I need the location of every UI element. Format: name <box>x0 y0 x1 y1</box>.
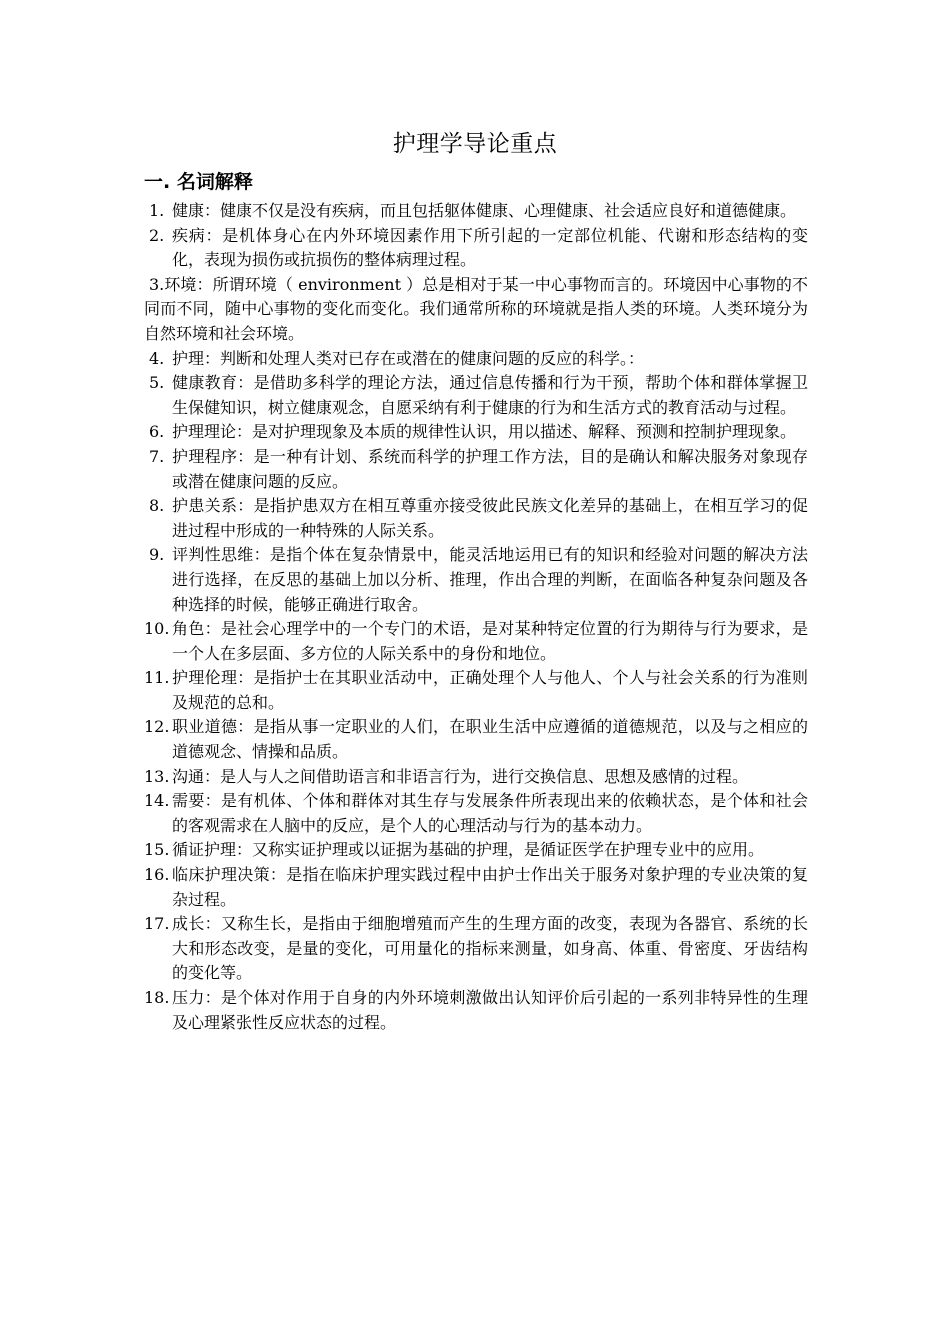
item-number: 9. <box>149 545 165 565</box>
definition-item <box>144 789 808 838</box>
section-heading: 一. 名词解释 <box>144 171 253 193</box>
item-number: 2. <box>149 225 165 245</box>
definition-item <box>144 273 808 347</box>
item-text: 评判性思维：是指个体在复杂情景中，能灵活地运用已有的知识和经验对问题的解决方法进行选择，在反思的基础上加以分析、推理，作出合理的判断，在面临各种复杂问题及各种选择的时候，能够正确进行取舍。 <box>172 545 808 614</box>
definition-list <box>144 199 808 1035</box>
item-number: 6. <box>149 422 165 442</box>
definition-item <box>144 912 808 986</box>
item-number: 17. <box>144 914 170 934</box>
item-text: 临床护理决策：是指在临床护理实践过程中由护士作出关于服务对象护理的专业决策的复杂过程。 <box>172 865 808 909</box>
item-number: 15. <box>144 840 170 860</box>
item-text: 职业道德：是指从事一定职业的人们，在职业生活中应遵循的道德规范，以及与之相应的道德观念、情操和品质。 <box>172 717 808 762</box>
item-text: 健康：健康不仅是没有疾病，而且包括躯体健康、心理健康、社会适应良好和道德健康。 <box>172 201 797 220</box>
item-number: 14. <box>144 791 170 811</box>
item-number: 1. <box>149 201 165 220</box>
item-text: 护患关系：是指护患双方在相互尊重亦接受彼此民族文化差异的基础上，在相互学习的促进过程中形成的一种特殊的人际关系。 <box>172 496 808 540</box>
item-text: 循证护理：又称实证护理或以证据为基础的护理，是循证医学在护理专业中的应用。 <box>172 840 765 860</box>
item-text: 环境：所谓环境（ environment ）总是相对于某一中心事物而言的。环境因中心事物的不同而不同，随中心事物的变化而变化。我们通常所称的环境就是指人类的环境。人类环境分为自然环境和社会环境。 <box>144 274 808 343</box>
item-text: 护理程序：是一种有计划、系统而科学的护理工作方法，目的是确认和解决服务对象现存或潜在健康问题的反应。 <box>172 446 808 491</box>
item-number: 8. <box>149 496 165 516</box>
definition-item <box>144 224 808 273</box>
item-number: 18. <box>144 988 170 1007</box>
item-number: 12. <box>144 717 170 737</box>
item-text: 疾病：是机体身心在内外环境因素作用下所引起的一定部位机能、代谢和形态结构的变化，表现为损伤或抗损伤的整体病理过程。 <box>172 225 808 270</box>
definition-item <box>144 543 808 617</box>
definition-item <box>144 863 808 912</box>
item-text: 成长：又称生长，是指由于细胞增殖而产生的生理方面的改变，表现为各器官、系统的长大和形态改变，是量的变化，可用量化的指标来测量，如身高、体重、骨密度、牙齿结构的变化等。 <box>172 914 808 983</box>
item-number: 16. <box>144 865 170 885</box>
document-title: 护理学导论重点 <box>392 131 558 157</box>
definition-item <box>144 199 808 224</box>
item-number: 13. <box>144 766 170 786</box>
item-number: 10. <box>144 619 170 639</box>
item-text: 护理：判断和处理人类对已存在或潜在的健康问题的反应的科学。： <box>172 348 645 368</box>
item-text: 护理伦理：是指护士在其职业活动中，正确处理个人与他人、个人与社会关系的行为准则及规范的总和。 <box>172 668 808 712</box>
item-number: 4. <box>149 348 165 368</box>
definition-item <box>144 420 808 445</box>
item-text: 护理理论：是对护理现象及本质的规律性认识，用以描述、解释、预测和控制护理现象。 <box>172 422 797 442</box>
definition-item <box>144 666 808 715</box>
definition-item <box>144 986 808 1035</box>
definition-item <box>144 494 808 543</box>
item-text: 角色：是社会心理学中的一个专门的术语，是对某种特定位置的行为期待与行为要求，是一个人在多层面、多方位的人际关系中的身份和地位。 <box>172 619 808 663</box>
definition-item <box>144 371 808 420</box>
item-text: 需要：是有机体、个体和群体对其生存与发展条件所表现出来的依赖状态，是个体和社会的客观需求在人脑中的反应，是个人的心理活动与行为的基本动力。 <box>172 791 808 835</box>
item-number: 7. <box>149 446 165 466</box>
definition-item <box>144 715 808 764</box>
item-number: 11. <box>144 668 170 688</box>
definition-item <box>144 617 808 666</box>
definition-item <box>144 347 808 372</box>
item-number: 5. <box>149 373 165 393</box>
item-text: 健康教育：是借助多科学的理论方法，通过信息传播和行为干预，帮助个体和群体掌握卫生保健知识，树立健康观念，自愿采纳有利于健康的行为和生活方式的教育活动与过程。 <box>172 373 808 417</box>
definition-item <box>144 838 808 863</box>
definition-item <box>144 765 808 790</box>
item-text: 沟通：是人与人之间借助语言和非语言行为，进行交换信息、思想及感情的过程。 <box>172 766 749 786</box>
item-number: 3. <box>149 274 165 294</box>
item-text: 压力：是个体对作用于自身的内外环境刺激做出认知评价后引起的一系列非特异性的生理及心理紧张性反应状态的过程。 <box>172 988 808 1032</box>
definition-item <box>144 445 808 494</box>
